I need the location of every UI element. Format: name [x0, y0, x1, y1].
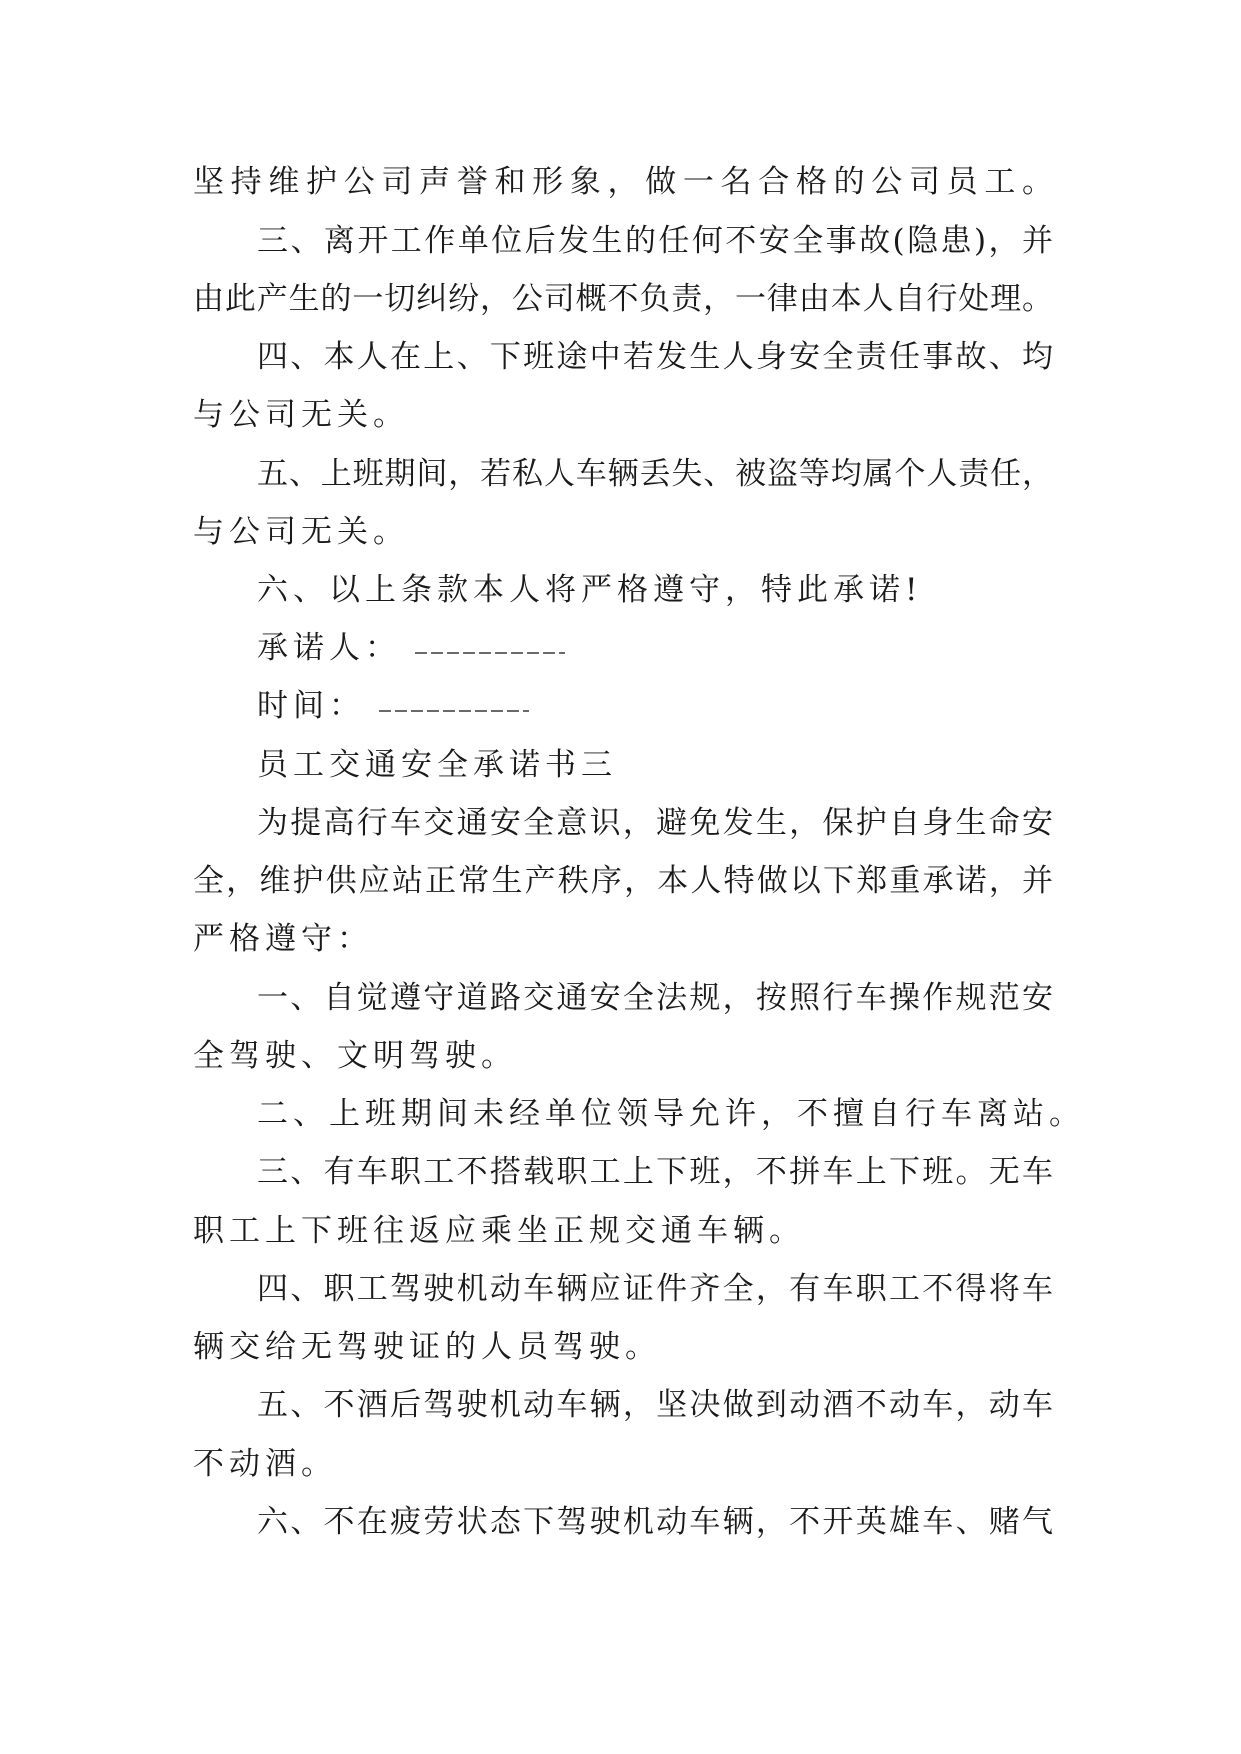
text-line: 三、有车职工不搭载职工上下班，不拼车上下班。无车 — [257, 1154, 1053, 1190]
text-line: 与公司无关。 — [193, 514, 409, 550]
text-line: 与公司无关。 — [193, 397, 409, 433]
text-line: 六、不在疲劳状态下驾驶机动车辆，不开英雄车、赌气 — [257, 1504, 1053, 1540]
date-signature-row — [257, 677, 1053, 735]
text-line: 为提高行车交通安全意识，避免发生，保护自身生命安 — [257, 805, 1053, 841]
text-line: 全，维护供应站正常生产秩序，本人特做以下郑重承诺，并 — [193, 863, 1053, 899]
date-label: 时间： — [257, 688, 365, 724]
text-line: 不动酒。 — [193, 1446, 337, 1482]
text-line: 五、上班期间，若私人车辆丢失、被盗等均属个人责任， — [257, 456, 1053, 492]
promisor-label: 承诺人： — [257, 630, 401, 666]
date-blank-line — [379, 710, 529, 712]
text-line: 坚持维护公司声誉和形象，做一名合格的公司员工。 — [193, 164, 1053, 200]
text-line: 职工上下班往返应乘坐正规交通车辆。 — [193, 1213, 805, 1249]
text-line: 一、自觉遵守道路交通安全法规，按照行车操作规范安 — [257, 980, 1053, 1016]
text-line: 四、本人在上、下班途中若发生人身安全责任事故、均 — [257, 339, 1053, 375]
text-line: 辆交给无驾驶证的人员驾驶。 — [193, 1329, 661, 1365]
section-title: 员工交通安全承诺书三 — [257, 747, 617, 783]
text-line: 五、不酒后驾驶机动车辆，坚决做到动酒不动车，动车 — [257, 1387, 1053, 1423]
text-line: 严格遵守： — [193, 921, 373, 957]
text-line: 四、职工驾驶机动车辆应证件齐全，有车职工不得将车 — [257, 1271, 1053, 1307]
promisor-signature-row — [257, 619, 1053, 677]
promisor-blank-line — [415, 652, 565, 654]
text-line: 由此产生的一切纠纷，公司概不负责，一律由本人自行处理。 — [193, 281, 1053, 317]
text-line: 二、上班期间未经单位领导允许，不擅自行车离站。 — [257, 1096, 1085, 1132]
text-line: 全驾驶、文明驾驶。 — [193, 1038, 517, 1074]
text-line: 六、以上条款本人将严格遵守，特此承诺! — [257, 572, 923, 608]
text-line: 三、离开工作单位后发生的任何不安全事故(隐患)，并 — [257, 223, 1053, 259]
